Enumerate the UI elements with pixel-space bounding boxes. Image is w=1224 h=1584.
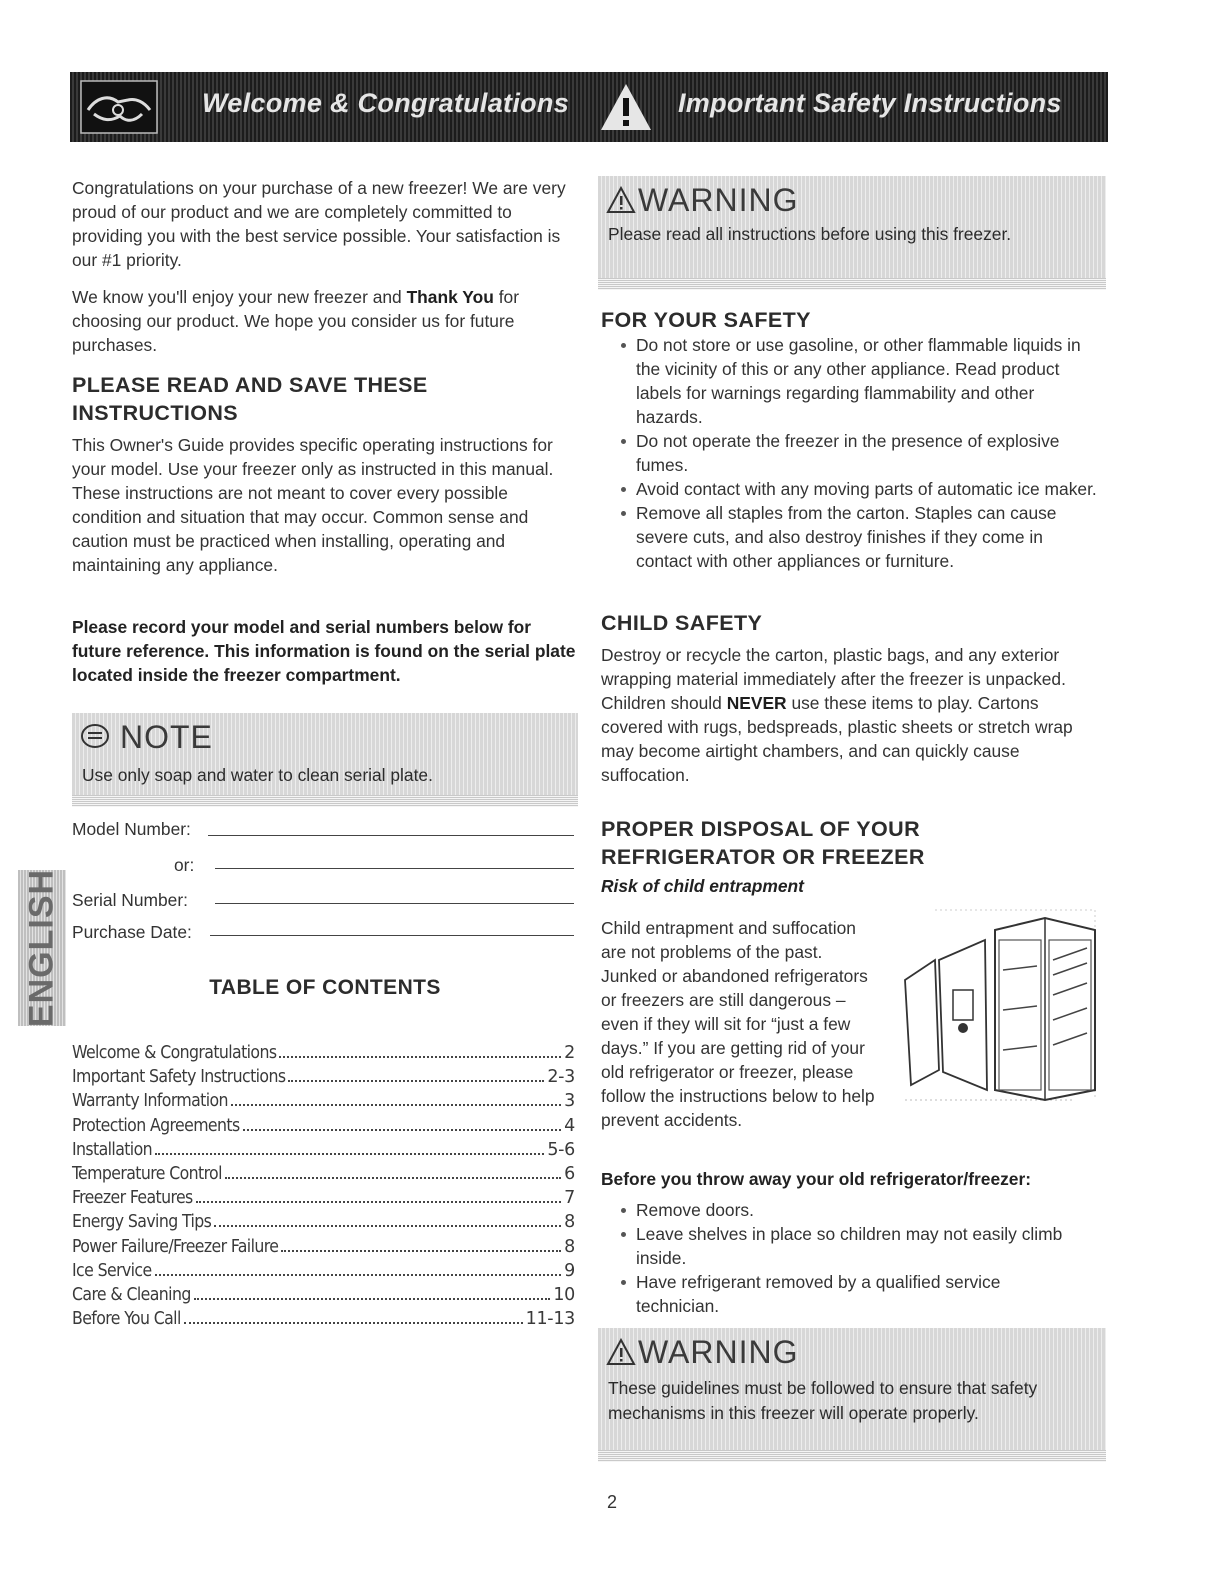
note-callout (72, 713, 578, 807)
toc-label: Freezer Features (72, 1188, 193, 1209)
note-icon (80, 723, 110, 751)
list-item: Have refrigerant removed by a qualified service technician. (601, 1270, 1081, 1318)
toc-page: 7 (564, 1188, 575, 1209)
handshake-icon (80, 80, 158, 134)
warning-body: These guidelines must be followed to ensure that safety mechanisms in this freezer will operate properly. (608, 1378, 1038, 1423)
for-your-safety-heading: FOR YOUR SAFETY (601, 308, 811, 332)
toc-page: 11-13 (525, 1309, 575, 1330)
purchase-date-line (210, 935, 574, 936)
toc-row (72, 1212, 575, 1236)
toc-label: Installation (72, 1139, 152, 1160)
toc-page: 8 (564, 1236, 575, 1257)
toc-label: Temperature Control (72, 1164, 222, 1184)
toc-leader-dots (281, 1250, 561, 1252)
header-banner (70, 72, 1108, 142)
toc-row (72, 1261, 575, 1285)
toc-leader-dots (184, 1322, 523, 1324)
toc-page: 6 (564, 1164, 575, 1184)
toc-leader-dots (196, 1201, 562, 1203)
toc-leader-dots (225, 1177, 561, 1179)
list-item: Remove doors. (601, 1198, 1081, 1222)
or-label: or: (174, 855, 195, 875)
intro-paragraph: Congratulations on your purchase of a new freezer! We are very proud of our product and we are completely committed to providing you with the best service possible. Your satisfaction is our #1 priority. (72, 178, 566, 270)
toc-leader-dots (231, 1104, 561, 1106)
warning-body: Please read all instructions before using this freezer. (608, 224, 1012, 244)
toc-page: 2-3 (547, 1067, 575, 1088)
toc-page: 4 (564, 1115, 575, 1136)
toc-label: Before You Call (72, 1309, 181, 1330)
warning-callout-bottom (598, 1328, 1106, 1462)
toc-leader-dots (243, 1129, 562, 1131)
owners-guide-paragraph: This Owner's Guide provides specific operating instructions for your model. Use your freezer only as instructed in this manual. These instructions are not meant to cover every possible condition and situation that may occur. Common sense and caution must be practiced when installing, operating and maintaining any appliance. (72, 435, 554, 575)
list-item: Leave shelves in place so children may not easily climb inside. (601, 1222, 1081, 1270)
throw-away-heading: Before you throw away your old refrigerator/freezer: (601, 1169, 1032, 1189)
warning-triangle-icon (598, 80, 654, 134)
note-title: NOTE (120, 719, 213, 755)
toc-row (72, 1285, 575, 1309)
toc-leader-dots (155, 1153, 544, 1155)
toc-row (72, 1309, 575, 1333)
toc-label: Ice Service (72, 1260, 152, 1281)
list-item: Avoid contact with any moving parts of automatic ice maker. (601, 477, 1101, 501)
toc-label: Energy Saving Tips (72, 1212, 212, 1233)
child-safety-heading: CHILD SAFETY (601, 611, 763, 635)
disposal-paragraph: Child entrapment and suffocation are not problems of the past. Junked or abandoned refrigerators or freezers are still dangerous – even if they will sit for “just a few days.” If you are getting rid of your old refrigerator or freezer, please follow the instructions below to help prevent accidents. (601, 918, 875, 1130)
purchase-date-label: Purchase Date: (72, 922, 192, 942)
warning-title: WARNING (638, 182, 799, 218)
toc-label: Welcome & Congratulations (72, 1043, 277, 1063)
toc-leader-dots (288, 1080, 544, 1082)
note-body: Use only soap and water to clean serial plate. (82, 765, 433, 785)
toc-label: Important Safety Instructions (72, 1067, 286, 1088)
toc-row (72, 1188, 575, 1212)
list-item: Do not store or use gasoline, or other flammable liquids in the vicinity of this or any other appliance. Read product labels for warnings regarding flammability and other hazards. (601, 333, 1101, 429)
alt-model-number-line (215, 868, 574, 869)
language-tab: ENGLISH (18, 870, 66, 1026)
list-item: Remove all staples from the carton. Staples can cause severe cuts, and also destroy finishes if they come in contact with other appliances or furniture. (601, 501, 1101, 573)
toc-row (72, 1116, 575, 1140)
banner-safety-title: Important Safety Instructions (678, 88, 1062, 118)
safety-bullet-list (601, 333, 1101, 573)
toc-page: 9 (564, 1260, 575, 1281)
toc-row (72, 1237, 575, 1261)
serial-number-line (215, 903, 574, 904)
toc-leader-dots (214, 1225, 561, 1227)
warning-triangle-icon (606, 1338, 636, 1366)
toc-label: Warranty Information (72, 1091, 228, 1112)
toc-row (72, 1043, 575, 1067)
warning-title: WARNING (638, 1334, 799, 1370)
model-number-line (208, 835, 574, 836)
warning-callout-top (598, 176, 1106, 290)
save-instructions-heading: PLEASE READ AND SAVE THESE INSTRUCTIONS (72, 373, 428, 425)
toc-page: 3 (564, 1091, 575, 1112)
toc-leader-dots (194, 1298, 551, 1300)
warning-triangle-icon (606, 186, 636, 214)
toc-row (72, 1067, 575, 1091)
toc-leader-dots (279, 1056, 561, 1058)
refrigerator-illustration (895, 900, 1107, 1110)
toc-label: Power Failure/Freezer Failure (72, 1236, 279, 1257)
toc-page: 5-6 (547, 1139, 575, 1160)
toc-row (72, 1091, 575, 1115)
toc-row (72, 1140, 575, 1164)
toc-row (72, 1164, 575, 1188)
model-number-label: Model Number: (72, 819, 191, 839)
page-number: 2 (606, 1492, 617, 1512)
serial-number-label: Serial Number: (72, 890, 188, 910)
list-item: Do not operate the freezer in the presence of explosive fumes. (601, 429, 1101, 477)
thank-you-paragraph: We know you'll enjoy your new freezer and Thank You for choosing our product. We hope you consider us for future purchases. (72, 287, 519, 355)
throw-away-bullet-list (601, 1198, 1081, 1318)
child-entrapment-subheading: Risk of child entrapment (601, 876, 804, 896)
banner-welcome-title: Welcome & Congratulations (202, 88, 570, 118)
toc-page: 8 (564, 1212, 575, 1233)
toc-page: 10 (553, 1285, 575, 1305)
toc-label: Care & Cleaning (72, 1285, 191, 1305)
disposal-heading: PROPER DISPOSAL OF YOUR REFRIGERATOR OR FREEZER (601, 817, 925, 869)
toc-heading: TABLE OF CONTENTS (209, 976, 441, 999)
child-safety-paragraph: Destroy or recycle the carton, plastic bags, and any exterior wrapping material immediately after the freezer is unpacked. Children should NEVER use these items to play. Cartons covered with rugs, bedspreads, plastic sheets or stretch wrap may become airtight chambers, and can quickly cause suffocation. (601, 645, 1073, 785)
toc-label: Protection Agreements (72, 1115, 240, 1136)
record-numbers-note: Please record your model and serial numbers below for future reference. This information is found on the serial plate located inside the freezer compartment. (72, 617, 576, 685)
toc-leader-dots (155, 1274, 562, 1276)
toc-page: 2 (564, 1043, 575, 1063)
